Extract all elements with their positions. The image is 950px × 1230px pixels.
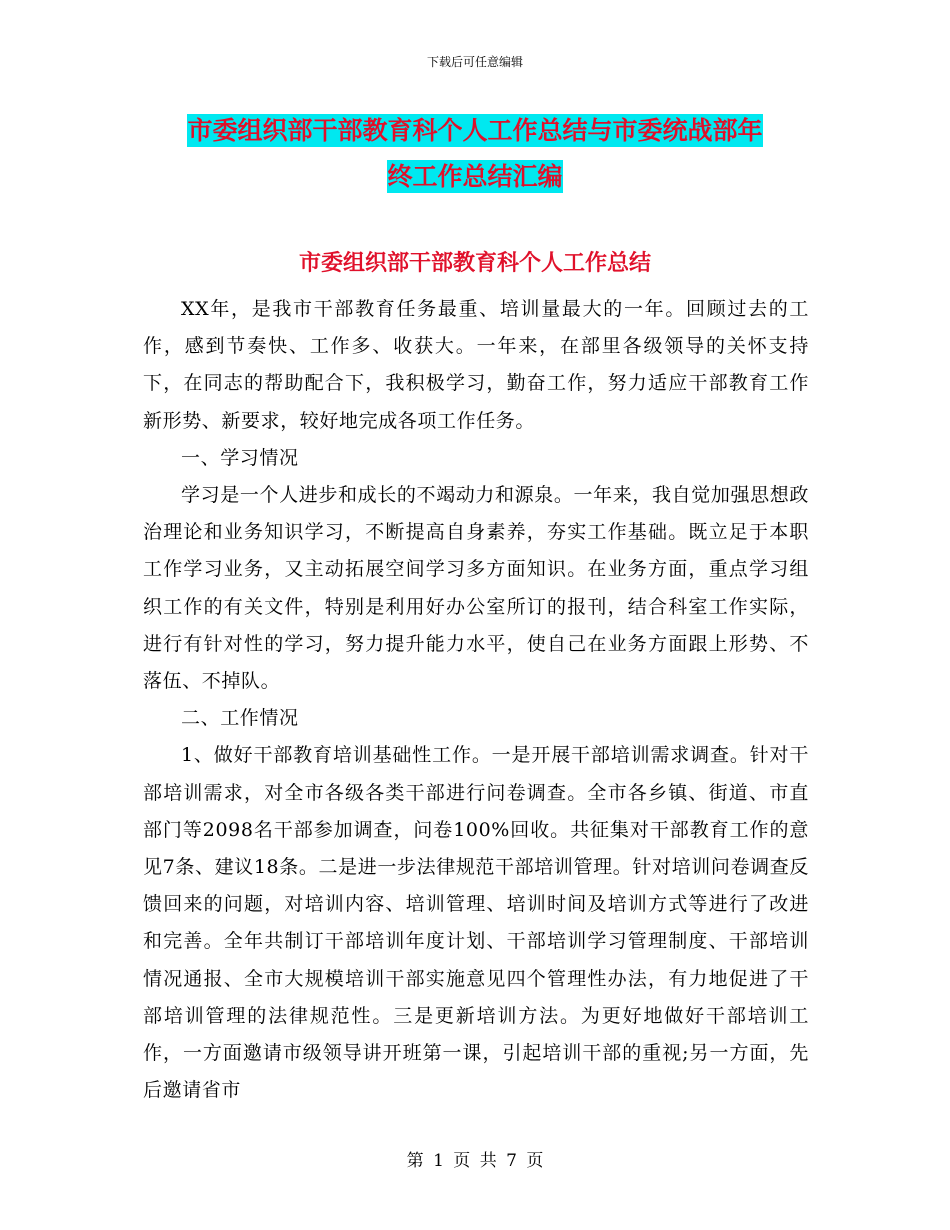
- paragraph-intro: XX年，是我市干部教育任务最重、培训量最大的一年。回顾过去的工作，感到节奏快、工作多、收获大。一年来，在部里各级领导的关怀支持下，在同志的帮助配合下，我积极学习，勤奋工作，努力适应干部教育工作新形势、新要求，较好地完成各项工作任务。: [143, 298, 809, 432]
- document-title: [0, 108, 950, 200]
- header-note: 下载后可任意编辑: [426, 55, 523, 69]
- paragraph-study: 学习是一个人进步和成长的不竭动力和源泉。一年来，我自觉加强思想政治理论和业务知识学习，不断提高自身素养，夯实工作基础。既立足于本职工作学习业务，又主动拓展空间学习多方面知识。在业务方面，重点学习组织工作的有关文件，特别是利用好办公室所订的报刊，结合科室工作实际，进行有针对性的学习，努力提升能力水平，使自己在业务方面跟上形势、不落伍、不掉队。: [143, 484, 809, 693]
- section-title: 市委组织部干部教育科个人工作总结: [298, 250, 651, 276]
- page-footer: 第 1 页 共 7 页: [406, 1151, 544, 1171]
- document-body: [143, 291, 809, 1109]
- heading-work: 二、工作情况: [181, 707, 299, 730]
- document-title-line-1: 市委组织部干部教育科个人工作总结与市委统战部年: [187, 116, 763, 145]
- document-title-line-2: 终工作总结汇编: [387, 162, 563, 191]
- heading-study: 一、学习情况: [181, 446, 299, 469]
- paragraph-work-1: 1、做好干部教育培训基础性工作。一是开展干部培训需求调查。针对干部培训需求，对全市各级各类干部进行问卷调查。全市各乡镇、街道、市直部门等2098名干部参加调查，问卷100%回收。共征集对干部教育工作的意见7条、建议18条。二是进一步法律规范干部培训管理。针对培训问卷调查反馈回来的问题，对培训内容、培训管理、培训时间及培训方式等进行了改进和完善。全年共制订干部培训年度计划、干部培训学习管理制度、干部培训情况通报、全市大规模培训干部实施意见四个管理性办法，有力地促进了干部培训管理的法律规范性。三是更新培训方法。为更好地做好干部培训工作，一方面邀请市级领导讲开班第一课，引起培训干部的重视;另一方面，先后邀请省市: [143, 744, 809, 1102]
